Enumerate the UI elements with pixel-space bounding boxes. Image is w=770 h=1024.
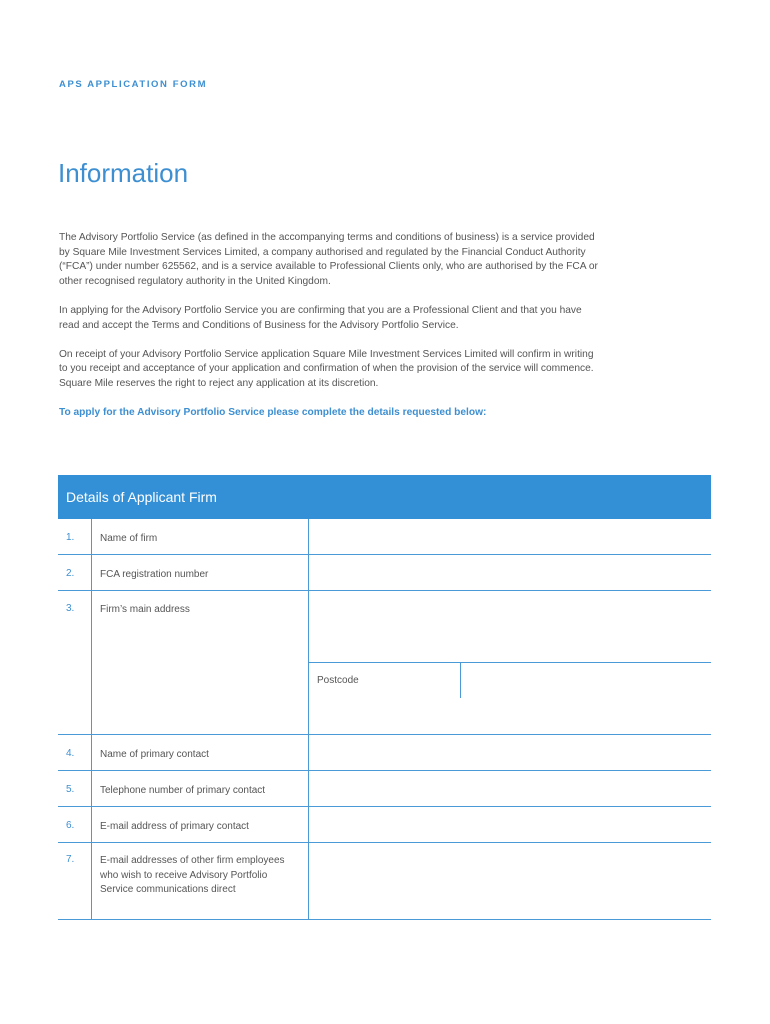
email-field[interactable] (309, 807, 711, 842)
row-number: 3. (58, 591, 92, 734)
fca-registration-field[interactable] (309, 555, 711, 590)
form-row-firm-name (58, 519, 711, 555)
row-number: 2. (58, 555, 92, 590)
address-field[interactable] (309, 591, 711, 663)
row-number: 6. (58, 807, 92, 842)
apply-instruction: To apply for the Advisory Portfolio Service please complete the details requested below: (59, 407, 487, 419)
intro-paragraph-3: On receipt of your Advisory Portfolio Service application Square Mile Investment Services Limited will confirm in writing to you receipt and acceptance of your application and confirmation of when the provision of the service will commence. Square Mile reserves the right to reject any application at its discretion. (59, 348, 594, 389)
intro-paragraph-1: The Advisory Portfolio Service (as defined in the accompanying terms and conditions of business) is a service provided by Square Mile Investment Services Limited, a company authorised and regulated by the Financial Conduct Authority (“FCA”) under number 625562, and is a service available to Professional Clients only, who are authorised by the FCA or other recognised regulatory authority in the United Kingdom. (59, 232, 598, 287)
row-label: Telephone number of primary contact (92, 771, 309, 806)
row-label: E-mail address of primary contact (92, 807, 309, 842)
row-label: E-mail addresses of other firm employees who wish to receive Advisory Portfolio Service communications direct (92, 843, 309, 919)
page-title: Information (58, 158, 189, 188)
applicant-firm-form (58, 475, 711, 920)
intro-paragraph-2: In applying for the Advisory Portfolio Service you are confirming that you are a Professional Client and that you have read and accept the Terms and Conditions of Business for the Advisory Portfolio Service. (59, 304, 582, 331)
row-number: 1. (58, 519, 92, 554)
form-row-address (58, 591, 711, 735)
row-number: 5. (58, 771, 92, 806)
postcode-field[interactable] (461, 663, 711, 698)
row-number: 7. (58, 843, 92, 919)
firm-name-field[interactable] (309, 519, 711, 554)
telephone-field[interactable] (309, 771, 711, 806)
primary-contact-field[interactable] (309, 735, 711, 770)
form-row-other-emails (58, 843, 711, 920)
row-label: Name of primary contact (92, 735, 309, 770)
form-row-email (58, 807, 711, 843)
row-label: FCA registration number (92, 555, 309, 590)
intro-text (59, 231, 604, 435)
row-number: 4. (58, 735, 92, 770)
row-label: Name of firm (92, 519, 309, 554)
form-row-primary-contact (58, 735, 711, 771)
form-row-fca-number (58, 555, 711, 591)
form-header-label: APS APPLICATION FORM (59, 79, 208, 90)
other-emails-field[interactable] (309, 843, 711, 919)
form-row-telephone (58, 771, 711, 807)
row-label: Firm’s main address (92, 591, 309, 734)
postcode-label: Postcode (309, 663, 461, 698)
form-section-title: Details of Applicant Firm (58, 475, 711, 519)
